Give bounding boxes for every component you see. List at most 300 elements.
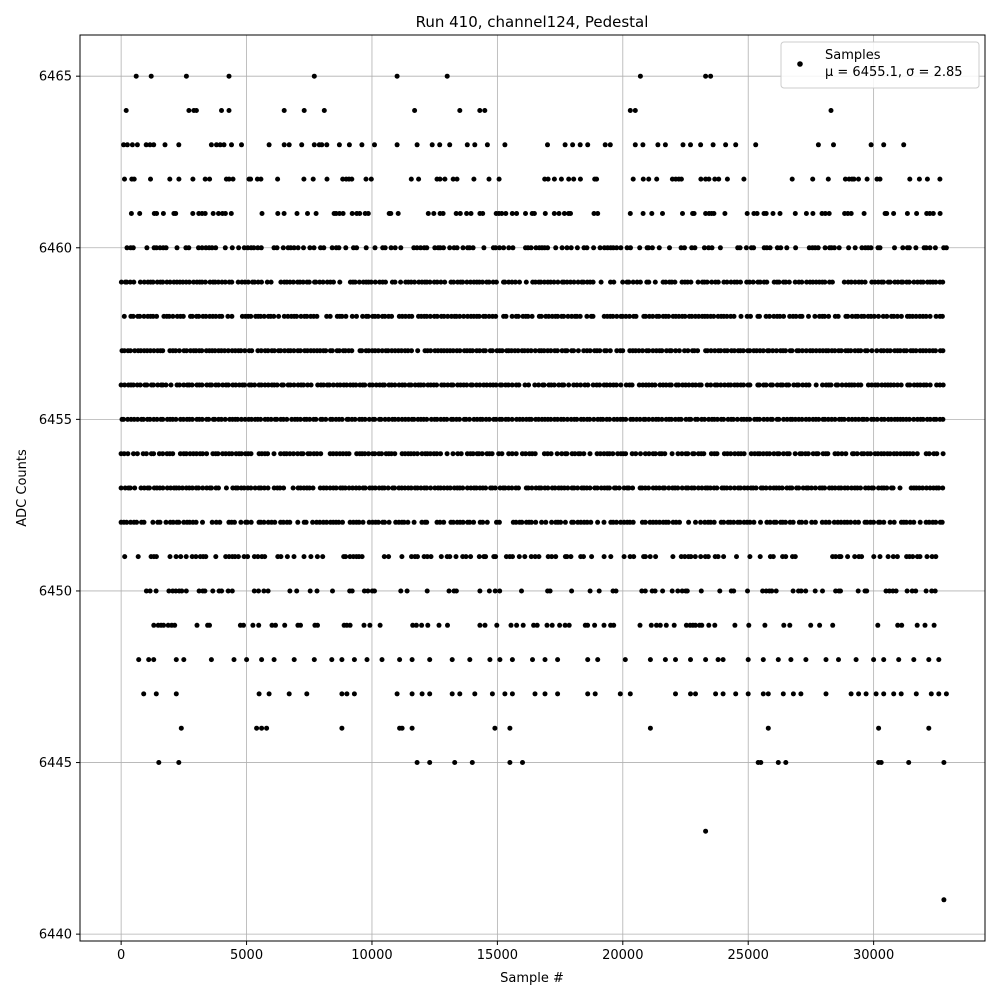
data-point — [774, 520, 779, 525]
data-point — [219, 589, 224, 594]
data-point — [764, 280, 769, 285]
data-point — [281, 245, 286, 250]
data-point — [711, 142, 716, 147]
x-tick-label: 5000 — [230, 948, 264, 963]
data-point — [917, 177, 922, 182]
data-point — [412, 280, 417, 285]
data-point — [876, 314, 881, 319]
data-point — [673, 691, 678, 696]
data-point — [398, 280, 403, 285]
data-point — [695, 348, 700, 353]
data-point — [524, 280, 529, 285]
data-point — [161, 623, 166, 628]
data-point — [738, 280, 743, 285]
data-point — [383, 280, 388, 285]
data-point — [211, 211, 216, 216]
data-point — [884, 486, 889, 491]
data-point — [366, 314, 371, 319]
data-point — [349, 348, 354, 353]
data-point — [301, 177, 306, 182]
data-point — [845, 554, 850, 559]
data-point — [845, 314, 850, 319]
data-point — [585, 691, 590, 696]
data-point — [770, 417, 775, 422]
data-point — [125, 142, 130, 147]
data-point — [793, 211, 798, 216]
data-point — [692, 451, 697, 456]
data-point — [732, 314, 737, 319]
data-point — [822, 280, 827, 285]
data-point — [399, 554, 404, 559]
data-point — [281, 383, 286, 388]
data-point — [437, 623, 442, 628]
data-point — [630, 486, 635, 491]
data-point — [387, 520, 392, 525]
data-point — [696, 280, 701, 285]
data-point — [350, 211, 355, 216]
data-point — [532, 211, 537, 216]
data-point — [520, 760, 525, 765]
data-point — [347, 451, 352, 456]
data-point — [915, 451, 920, 456]
data-point — [900, 245, 905, 250]
data-point — [447, 589, 452, 594]
data-point — [837, 245, 842, 250]
data-point — [151, 657, 156, 662]
data-point — [259, 280, 264, 285]
data-point — [354, 314, 359, 319]
data-point — [483, 554, 488, 559]
data-point — [266, 589, 271, 594]
data-point — [918, 554, 923, 559]
data-point — [827, 211, 832, 216]
data-point — [599, 280, 604, 285]
data-point — [393, 245, 398, 250]
data-point — [248, 314, 253, 319]
data-point — [163, 142, 168, 147]
data-point — [561, 383, 566, 388]
data-point — [816, 245, 821, 250]
data-point — [380, 657, 385, 662]
data-point — [555, 280, 560, 285]
data-point — [940, 280, 945, 285]
data-point — [367, 623, 372, 628]
data-point — [168, 554, 173, 559]
data-point — [829, 108, 834, 113]
data-point — [471, 520, 476, 525]
data-point — [685, 589, 690, 594]
data-point — [349, 177, 354, 182]
data-point — [315, 623, 320, 628]
data-point — [500, 348, 505, 353]
data-point — [501, 245, 506, 250]
data-point — [312, 657, 317, 662]
data-point — [643, 589, 648, 594]
data-point — [722, 211, 727, 216]
data-point — [267, 142, 272, 147]
data-point — [135, 142, 140, 147]
data-point — [608, 554, 613, 559]
data-point — [472, 142, 477, 147]
data-point — [354, 245, 359, 250]
data-point — [415, 760, 420, 765]
data-point — [259, 726, 264, 731]
data-point — [848, 520, 853, 525]
data-point — [550, 623, 555, 628]
data-point — [178, 554, 183, 559]
data-point — [492, 726, 497, 731]
data-point — [607, 417, 612, 422]
data-point — [555, 657, 560, 662]
data-point — [693, 691, 698, 696]
data-point — [154, 554, 159, 559]
data-point — [800, 314, 805, 319]
data-point — [362, 623, 367, 628]
data-point — [881, 280, 886, 285]
data-point — [712, 520, 717, 525]
data-point — [788, 657, 793, 662]
data-point — [181, 314, 186, 319]
data-point — [868, 451, 873, 456]
data-point — [790, 348, 795, 353]
data-point — [179, 726, 184, 731]
data-point — [415, 451, 420, 456]
data-point — [379, 451, 384, 456]
data-point — [941, 897, 946, 902]
data-point — [412, 108, 417, 113]
data-point — [545, 142, 550, 147]
data-point — [467, 657, 472, 662]
data-point — [250, 623, 255, 628]
data-point — [179, 589, 184, 594]
data-point — [458, 211, 463, 216]
data-point — [699, 623, 704, 628]
data-point — [941, 383, 946, 388]
data-point — [648, 726, 653, 731]
data-point — [450, 691, 455, 696]
data-point — [871, 657, 876, 662]
data-point — [517, 280, 522, 285]
data-point — [292, 554, 297, 559]
data-point — [545, 486, 550, 491]
data-point — [557, 211, 562, 216]
data-point — [445, 74, 450, 79]
data-point — [169, 383, 174, 388]
data-point — [776, 760, 781, 765]
data-point — [892, 245, 897, 250]
data-point — [663, 657, 668, 662]
data-point — [307, 280, 312, 285]
data-point — [444, 417, 449, 422]
data-point — [257, 691, 262, 696]
data-point — [891, 691, 896, 696]
data-point — [264, 726, 269, 731]
data-point — [459, 451, 464, 456]
data-point — [487, 417, 492, 422]
data-point — [941, 760, 946, 765]
data-point — [591, 280, 596, 285]
data-point — [568, 211, 573, 216]
data-point — [428, 280, 433, 285]
data-point — [657, 245, 662, 250]
data-point — [295, 211, 300, 216]
data-point — [899, 623, 904, 628]
data-point — [555, 348, 560, 353]
data-point — [830, 623, 835, 628]
data-point — [340, 520, 345, 525]
data-point — [204, 451, 209, 456]
data-point — [172, 623, 177, 628]
data-point — [764, 211, 769, 216]
data-point — [741, 177, 746, 182]
data-point — [457, 691, 462, 696]
data-point — [206, 417, 211, 422]
data-point — [748, 314, 753, 319]
data-point — [295, 520, 300, 525]
data-point — [776, 417, 781, 422]
data-point — [156, 760, 161, 765]
data-point — [862, 211, 867, 216]
data-point — [395, 142, 400, 147]
data-point — [170, 314, 175, 319]
data-point — [578, 177, 583, 182]
data-point — [412, 520, 417, 525]
legend — [781, 42, 979, 88]
data-point — [692, 245, 697, 250]
data-point — [397, 657, 402, 662]
data-point — [376, 314, 381, 319]
data-point — [339, 726, 344, 731]
legend-marker-samples — [797, 61, 803, 67]
data-point — [585, 657, 590, 662]
data-point — [907, 280, 912, 285]
data-point — [343, 554, 348, 559]
data-point — [754, 486, 759, 491]
data-point — [846, 245, 851, 250]
data-point — [131, 280, 136, 285]
data-point — [442, 177, 447, 182]
data-point — [510, 417, 515, 422]
data-point — [571, 348, 576, 353]
data-point — [653, 451, 658, 456]
data-point — [144, 245, 149, 250]
data-point — [195, 623, 200, 628]
data-point — [588, 451, 593, 456]
data-point — [791, 589, 796, 594]
data-point — [692, 211, 697, 216]
data-point — [563, 520, 568, 525]
y-tick-label: 6440 — [38, 927, 72, 943]
data-point — [592, 623, 597, 628]
data-point — [424, 245, 429, 250]
data-point — [278, 554, 283, 559]
data-point — [330, 348, 335, 353]
data-point — [530, 314, 535, 319]
data-point — [698, 177, 703, 182]
data-point — [177, 348, 182, 353]
data-point — [842, 417, 847, 422]
data-point — [721, 554, 726, 559]
data-point — [569, 245, 574, 250]
data-point — [373, 280, 378, 285]
legend-entry-stats: μ = 6455.1, σ = 2.85 — [825, 65, 963, 80]
data-point — [813, 589, 818, 594]
data-point — [595, 211, 600, 216]
data-point — [146, 657, 151, 662]
data-point — [817, 623, 822, 628]
data-point — [207, 623, 212, 628]
data-point — [738, 245, 743, 250]
data-point — [516, 314, 521, 319]
data-point — [633, 451, 638, 456]
data-point — [493, 554, 498, 559]
data-point — [751, 520, 756, 525]
data-point — [465, 142, 470, 147]
data-point — [132, 177, 137, 182]
data-point — [319, 142, 324, 147]
data-point — [614, 589, 619, 594]
data-point — [641, 177, 646, 182]
data-point — [854, 657, 859, 662]
data-point — [753, 142, 758, 147]
data-point — [232, 520, 237, 525]
data-point — [181, 657, 186, 662]
data-point — [859, 554, 864, 559]
data-point — [563, 142, 568, 147]
data-point — [219, 314, 224, 319]
data-point — [521, 623, 526, 628]
data-point — [746, 623, 751, 628]
data-point — [526, 383, 531, 388]
data-point — [416, 177, 421, 182]
data-point — [620, 348, 625, 353]
y-tick-label: 6460 — [38, 241, 72, 257]
data-point — [502, 691, 507, 696]
data-point — [679, 417, 684, 422]
data-point — [771, 211, 776, 216]
data-point — [796, 486, 801, 491]
data-point — [348, 623, 353, 628]
data-point — [614, 383, 619, 388]
data-point — [871, 486, 876, 491]
data-point — [591, 245, 596, 250]
data-point — [464, 554, 469, 559]
data-point — [620, 280, 625, 285]
data-point — [329, 657, 334, 662]
y-axis-label: ADC Counts — [15, 449, 30, 527]
data-point — [637, 245, 642, 250]
data-point — [477, 589, 482, 594]
data-point — [424, 417, 429, 422]
data-point — [781, 314, 786, 319]
data-point — [597, 348, 602, 353]
data-point — [865, 177, 870, 182]
data-point — [584, 314, 589, 319]
data-point — [786, 383, 791, 388]
data-point — [925, 554, 930, 559]
data-point — [584, 245, 589, 250]
data-point — [940, 520, 945, 525]
data-point — [716, 554, 721, 559]
data-point — [799, 280, 804, 285]
data-point — [829, 383, 834, 388]
data-point — [716, 657, 721, 662]
data-point — [259, 245, 264, 250]
data-point — [193, 554, 198, 559]
data-point — [723, 142, 728, 147]
data-point — [549, 451, 554, 456]
data-point — [881, 520, 886, 525]
data-point — [557, 623, 562, 628]
data-point — [425, 589, 430, 594]
data-point — [481, 245, 486, 250]
data-point — [493, 589, 498, 594]
data-point — [480, 520, 485, 525]
data-point — [302, 554, 307, 559]
data-point — [783, 348, 788, 353]
data-point — [292, 657, 297, 662]
data-point — [175, 245, 180, 250]
data-point — [712, 623, 717, 628]
data-point — [151, 623, 156, 628]
data-point — [378, 623, 383, 628]
data-point — [438, 451, 443, 456]
data-point — [199, 348, 204, 353]
data-point — [570, 142, 575, 147]
data-point — [271, 314, 276, 319]
data-point — [258, 177, 263, 182]
y-tick-label: 6455 — [38, 412, 72, 428]
data-point — [434, 383, 439, 388]
data-point — [826, 177, 831, 182]
data-point — [359, 142, 364, 147]
data-point — [510, 657, 515, 662]
data-point — [641, 211, 646, 216]
data-point — [633, 108, 638, 113]
data-point — [907, 383, 912, 388]
data-point — [154, 691, 159, 696]
data-point — [229, 314, 234, 319]
data-point — [514, 451, 519, 456]
data-point — [623, 451, 628, 456]
data-point — [905, 211, 910, 216]
data-point — [803, 589, 808, 594]
data-point — [130, 142, 135, 147]
data-point — [787, 451, 792, 456]
data-point — [382, 520, 387, 525]
data-point — [301, 245, 306, 250]
data-point — [497, 520, 502, 525]
data-point — [921, 280, 926, 285]
data-point — [451, 383, 456, 388]
data-point — [210, 589, 215, 594]
data-point — [254, 726, 259, 731]
data-point — [231, 177, 236, 182]
data-point — [575, 245, 580, 250]
data-point — [344, 691, 349, 696]
data-point — [410, 726, 415, 731]
data-point — [774, 589, 779, 594]
data-point — [514, 211, 519, 216]
data-point — [363, 486, 368, 491]
data-point — [497, 589, 502, 594]
data-point — [445, 451, 450, 456]
y-tick-label: 6445 — [38, 756, 72, 772]
data-point — [654, 177, 659, 182]
data-point — [467, 417, 472, 422]
data-point — [241, 623, 246, 628]
data-point — [776, 657, 781, 662]
